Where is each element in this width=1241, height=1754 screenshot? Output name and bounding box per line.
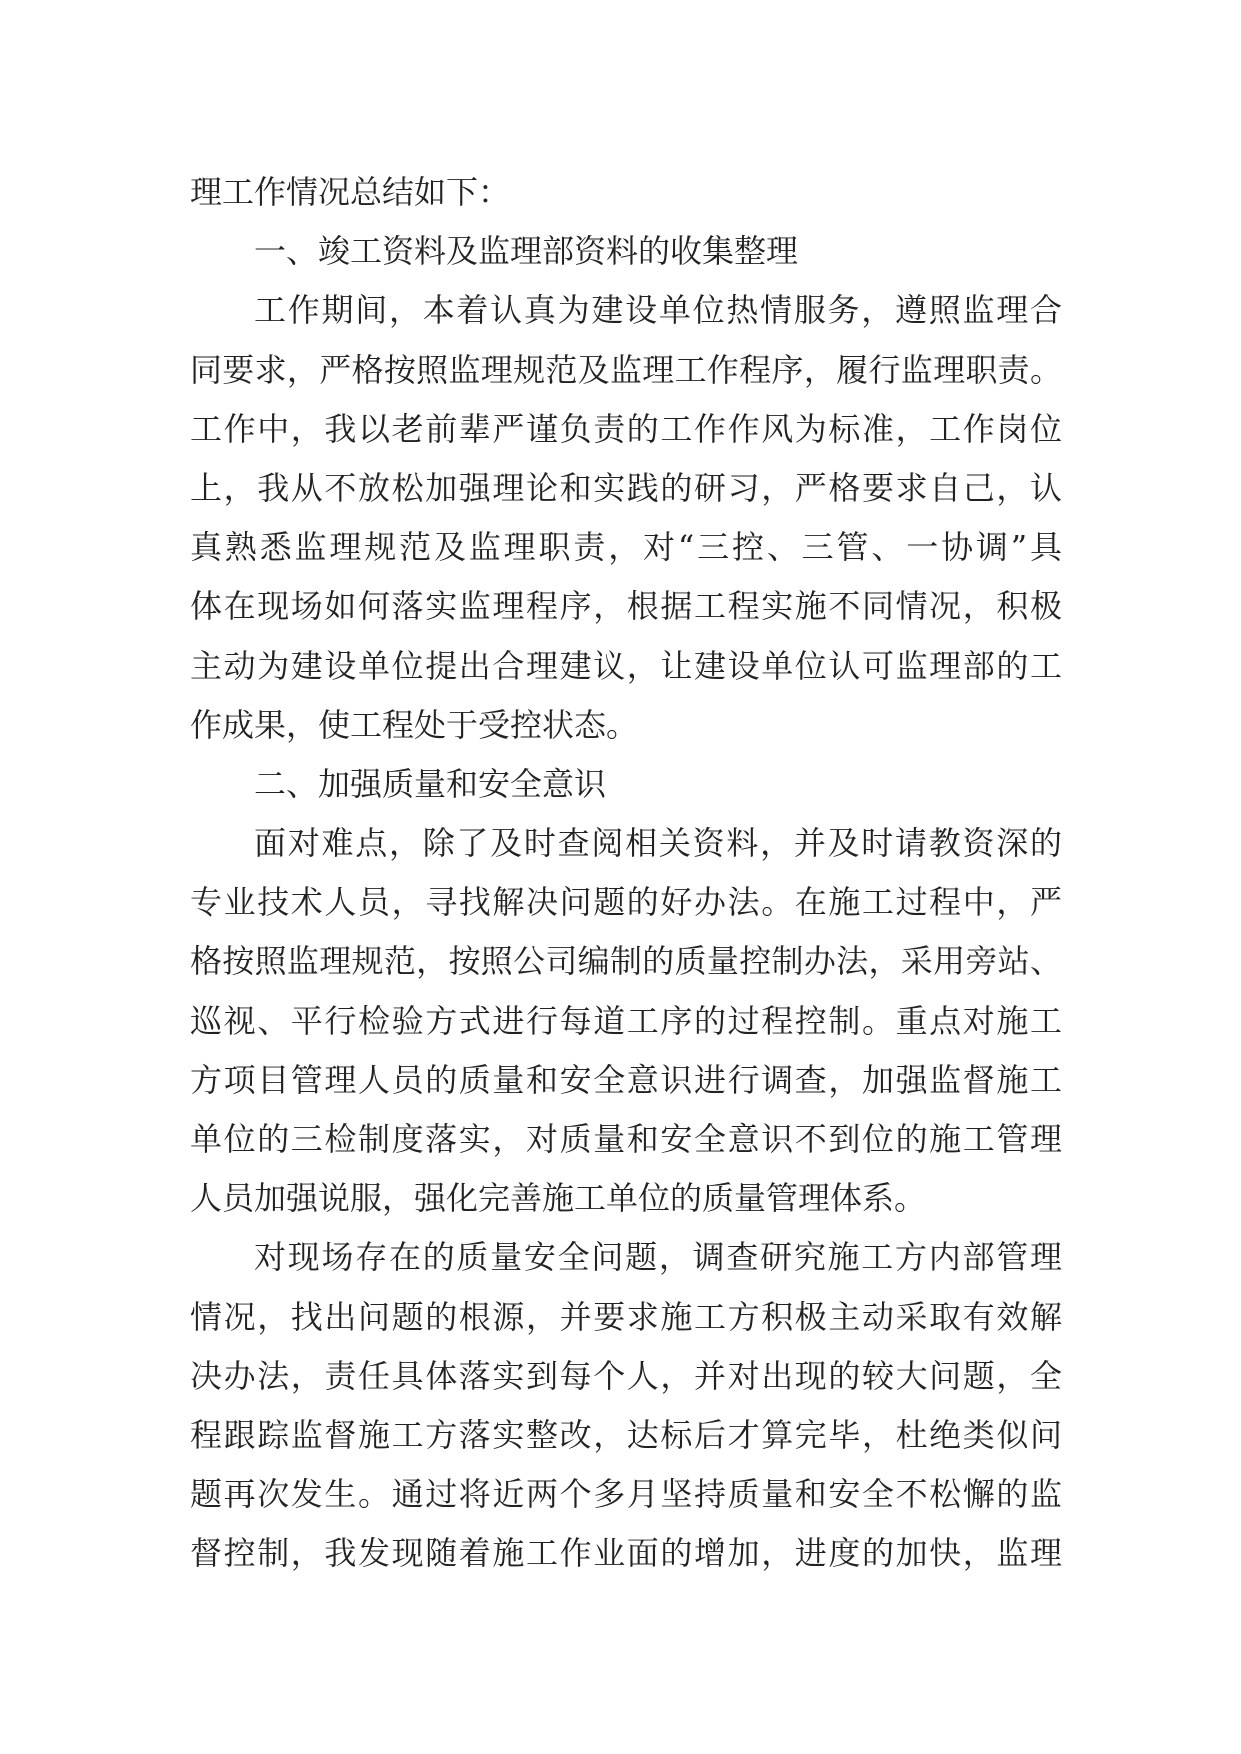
text-line: 主动为建设单位提出合理建议，让建设单位认可监理部的工 (190, 646, 1062, 685)
text-line: 决办法，责任具体落实到每个人，并对出现的较大问题，全 (190, 1356, 1062, 1395)
document-page (190, 163, 1062, 1584)
text-line: 体在现场如何落实监理程序，根据工程实施不同情况，积极 (190, 587, 1062, 626)
text-line: 对现场存在的质量安全问题，调查研究施工方内部管理 (254, 1238, 1062, 1277)
text-line: 真熟悉监理规范及监理职责，对“三控、三管、一协调”具 (190, 528, 1062, 567)
text-line: 题再次发生。通过将近两个多月坚持质量和安全不松懈的监 (190, 1475, 1062, 1514)
text-line: 一、竣工资料及监理部资料的收集整理 (254, 232, 799, 271)
text-line: 格按照监理规范，按照公司编制的质量控制办法，采用旁站、 (190, 942, 1062, 981)
text-line: 同要求，严格按照监理规范及监理工作程序，履行监理职责。 (190, 350, 1062, 389)
text-line: 工作中，我以老前辈严谨负责的工作作风为标准，工作岗位 (190, 409, 1062, 448)
text-line: 情况，找出问题的根源，并要求施工方积极主动采取有效解 (190, 1297, 1062, 1336)
text-line: 督控制，我发现随着施工作业面的增加，进度的加快，监理 (190, 1534, 1062, 1573)
text-line: 二、加强质量和安全意识 (254, 764, 607, 803)
text-line: 理工作情况总结如下： (190, 173, 511, 211)
text-line: 面对难点，除了及时查阅相关资料，并及时请教资深的 (254, 824, 1062, 863)
text-line: 人员加强说服，强化完善施工单位的质量管理体系。 (190, 1179, 927, 1218)
text-line: 巡视、平行检验方式进行每道工序的过程控制。重点对施工 (190, 1001, 1062, 1040)
text-line: 上，我从不放松加强理论和实践的研习，严格要求自己，认 (190, 468, 1062, 507)
text-line: 专业技术人员，寻找解决问题的好办法。在施工过程中，严 (190, 883, 1062, 922)
text-line: 程跟踪监督施工方落实整改，达标后才算完毕，杜绝类似问 (190, 1415, 1062, 1454)
text-line: 工作期间，本着认真为建设单位热情服务，遵照监理合 (254, 291, 1062, 330)
text-line: 作成果，使工程处于受控状态。 (190, 705, 639, 744)
text-line: 方项目管理人员的质量和安全意识进行调查，加强监督施工 (190, 1060, 1062, 1099)
text-line: 单位的三检制度落实，对质量和安全意识不到位的施工管理 (190, 1120, 1062, 1158)
